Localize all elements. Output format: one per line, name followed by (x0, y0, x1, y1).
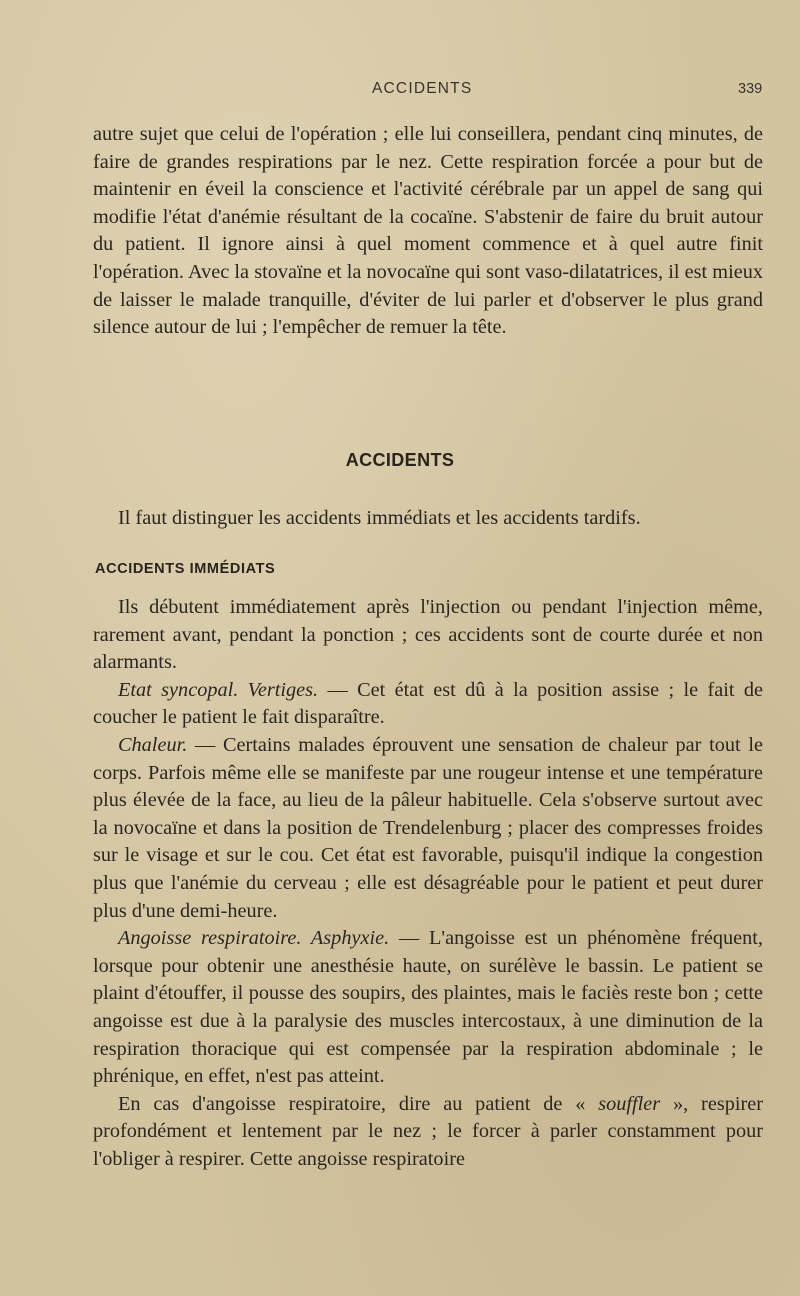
paragraph-heat-lead: Chaleur. (118, 733, 188, 756)
paragraph-respiratory-lead: Angoisse respiratoire. Asphyxie. (118, 927, 390, 950)
paragraph-syncope-lead: Etat syncopal. Vertiges. (118, 678, 319, 701)
paragraph-advice-pre: En cas d'angoisse respiratoire, dire au patient de « (118, 1092, 599, 1115)
subsection-title: ACCIDENTS IMMÉDIATS (95, 561, 276, 577)
paragraph-respiratory (93, 925, 763, 1091)
subsection-body (93, 594, 763, 1173)
paragraph-advice-emph: souffler (598, 1092, 661, 1115)
paragraph-heat-text: — Certains malades éprouvent une sensation de chaleur par tout le corps. Parfois même elle se manifeste par une rougeur intense et une température plus élevée de la face, au lieu de la pâleur habituelle. Cela s'observe surtout avec la novocaïne et dans la position de Trendelenburg ; placer des compresses froides sur le visage et sur le cou. Cet état est favorable, puisqu'il indique la congestion plus que l'anémie du cerveau ; elle est désagréable pour le patient et peut durer plus d'une demi-heure. (93, 733, 763, 922)
section-title: ACCIDENTS (345, 450, 455, 470)
continued-paragraph-block (93, 121, 763, 342)
continued-paragraph: autre sujet que celui de l'opération ; elle lui conseillera, pendant cinq minutes, de faire de grandes respirations par le nez. Cette respiration forcée a pour but de maintenir en éveil la conscience et l'activité cérébrale par un appel de sang qui modifie l'état d'anémie résultant de la cocaïne. S'abstenir de faire du bruit autour du patient. Il ignore ainsi à quel moment commence et à quel autre finit l'opération. Avec la stovaïne et la novocaïne qui sont vaso-dilatatrices, il est mieux de laisser le malade tranquille, d'éviter de lui parler et d'observer le plus grand silence autour de lui ; l'empêcher de remuer la tête. (93, 123, 763, 339)
paragraph-syncope (93, 677, 763, 732)
paragraph-onset (93, 594, 763, 677)
paragraph-syncope-text: — Cet état est dû à la position assise ; le fait de coucher le patient le fait disparaître. (93, 678, 764, 729)
page-number: 339 (738, 81, 763, 97)
paragraph-advice-post: », respirer profondément et lentement par le nez ; le forcer à parler constamment pour l'obliger à respirer. Cette angoisse respiratoire (93, 1092, 763, 1170)
section-intro: Il faut distinguer les accidents immédiats et les accidents tardifs. (118, 507, 641, 529)
paragraph-onset-text: Ils débutent immédiatement après l'injection ou pendant l'injection même, rarement avant, pendant la ponction ; ces accidents sont de courte durée et non alarmants. (93, 596, 763, 674)
running-head (0, 80, 800, 104)
paragraph-heat (93, 732, 763, 925)
paragraph-advice (93, 1091, 763, 1174)
paragraph-respiratory-text: — L'angoisse est un phénomène fréquent, lorsque pour obtenir une anesthésie haute, on surélève le bassin. Le patient se plaint d'étouffer, il pousse des soupirs, des plaintes, mais le faciès reste bon ; cette angoisse est due à la paralysie des muscles intercostaux, à une diminution de la respiration thoracique qui est compensée par la respiration abdominale ; le phrénique, en effet, n'est pas atteint. (93, 927, 764, 1088)
running-title: ACCIDENTS (372, 80, 473, 97)
